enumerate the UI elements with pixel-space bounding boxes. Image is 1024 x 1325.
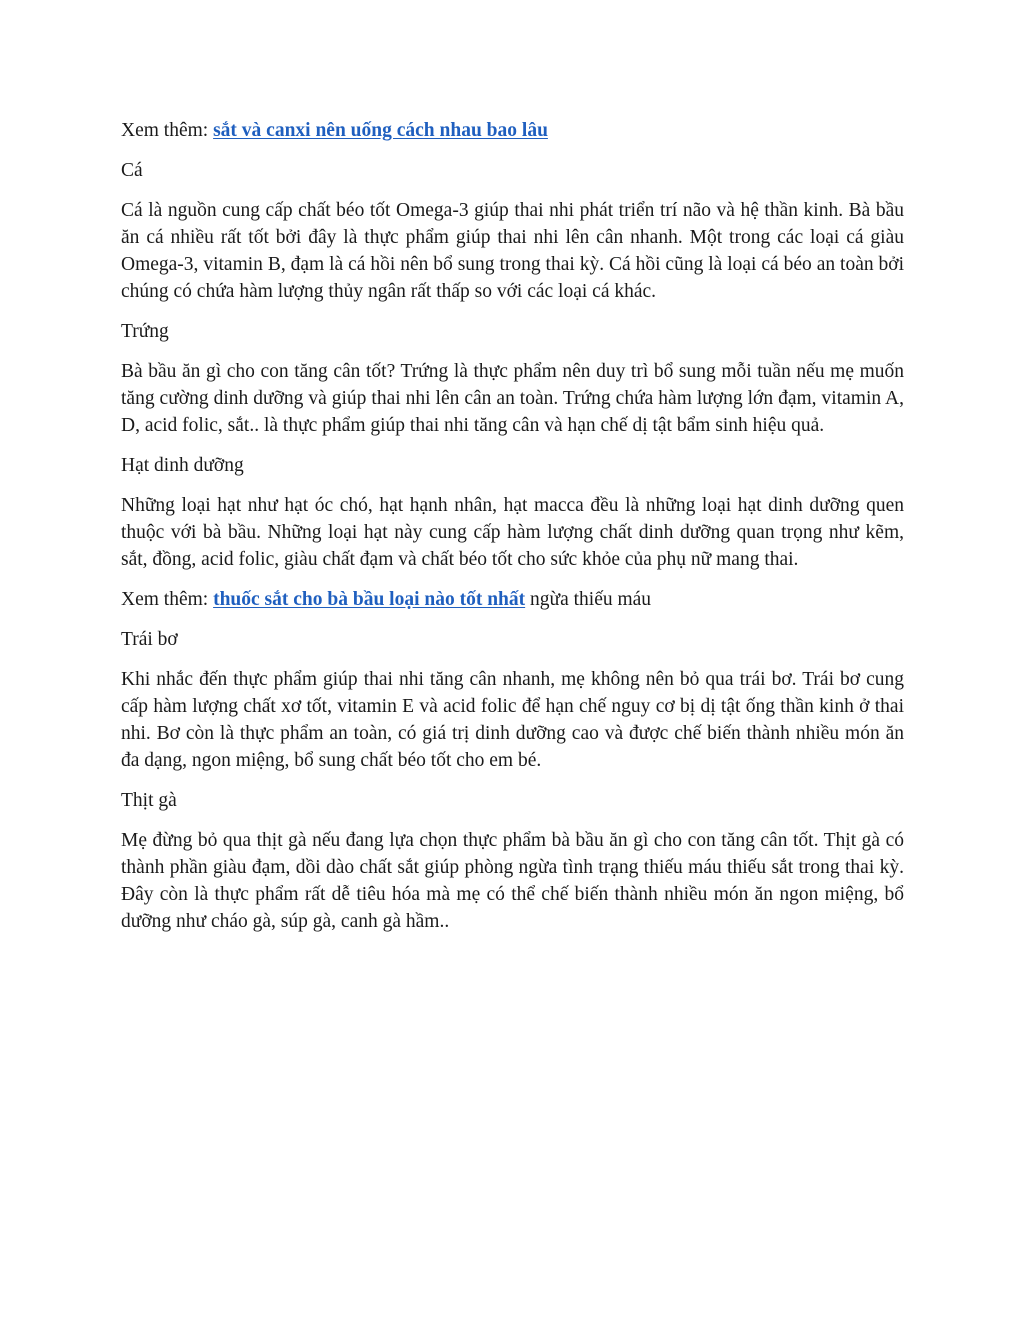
section-heading-fish: Cá — [121, 160, 143, 181]
see-more-line-2 — [121, 586, 904, 613]
section-heading-nuts: Hạt dinh dưỡng — [121, 455, 244, 476]
link-iron-calcium-timing[interactable]: sắt và canxi nên uống cách nhau bao lâu — [213, 120, 548, 141]
document-page — [121, 117, 904, 948]
paragraph-chicken: Mẹ đừng bỏ qua thịt gà nếu đang lựa chọn thực phẩm bà bầu ăn gì cho con tăng cân tốt. Thịt gà có thành phần giàu đạm, dồi dào chất sắt giúp phòng ngừa tình trạng thiếu máu thiếu sắt trong thai kỳ. Đây còn là thực phẩm rất dễ tiêu hóa mà mẹ có thể chế biến thành nhiều món ăn ngon miệng, bổ dưỡng như cháo gà, súp gà, canh gà hầm.. — [121, 830, 904, 932]
section-heading-eggs: Trứng — [121, 321, 169, 342]
see-more-prefix: Xem thêm: — [121, 120, 214, 141]
section-heading-chicken: Thịt gà — [121, 790, 177, 811]
see-more-line-1 — [121, 117, 904, 144]
see-more-suffix: ngừa thiếu máu — [525, 589, 652, 610]
paragraph-eggs: Bà bầu ăn gì cho con tăng cân tốt? Trứng là thực phẩm nên duy trì bổ sung mỗi tuần nếu mẹ muốn tăng cường dinh dưỡng và giúp thai nhi lên cân an toàn. Trứng chứa hàm lượng lớn đạm, vitamin A, D, acid folic, sắt.. là thực phẩm giúp thai nhi tăng cân và hạn chế dị tật bẩm sinh hiệu quả. — [121, 361, 904, 436]
paragraph-fish: Cá là nguồn cung cấp chất béo tốt Omega-3 giúp thai nhi phát triển trí não và hệ thần kinh. Bà bầu ăn cá nhiều rất tốt bởi đây là thực phẩm giúp thai nhi lên cân nhanh. Một trong các loại cá giàu Omega-3, vitamin B, đạm là cá hồi nên bổ sung trong thai kỳ. Cá hồi cũng là loại cá béo an toàn bởi chúng có chứa hàm lượng thủy ngân rất thấp so với các loại cá khác. — [121, 200, 904, 302]
paragraph-nuts: Những loại hạt như hạt óc chó, hạt hạnh nhân, hạt macca đều là những loại hạt dinh dưỡng quen thuộc với bà bầu. Những loại hạt này cung cấp hàm lượng chất dinh dưỡng quan trọng như kẽm, sắt, đồng, acid folic, giàu chất đạm và chất béo tốt cho sức khỏe của phụ nữ mang thai. — [121, 495, 904, 570]
link-iron-supplement-pregnancy[interactable]: thuốc sắt cho bà bầu loại nào tốt nhất — [213, 589, 526, 610]
section-heading-avocado: Trái bơ — [121, 629, 178, 650]
see-more-prefix: Xem thêm: — [121, 589, 214, 610]
paragraph-avocado: Khi nhắc đến thực phẩm giúp thai nhi tăng cân nhanh, mẹ không nên bỏ qua trái bơ. Trái bơ cung cấp hàm lượng chất xơ tốt, vitamin E và acid folic để hạn chế nguy cơ bị dị tật ống thần kinh ở thai nhi. Bơ còn là thực phẩm an toàn, có giá trị dinh dưỡng cao và được chế biến thành nhiều món ăn đa dạng, ngon miệng, bổ sung chất béo tốt cho em bé. — [121, 669, 904, 771]
